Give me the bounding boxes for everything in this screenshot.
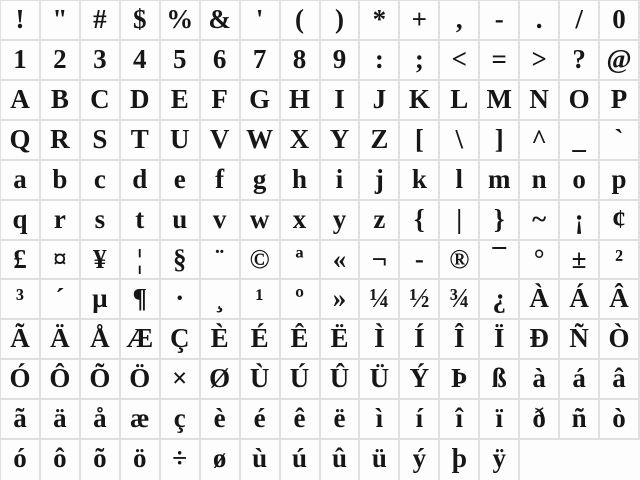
glyph-cell[interactable]: - <box>400 241 440 281</box>
glyph-cell[interactable]: l <box>440 161 480 201</box>
glyph-cell[interactable]: ¨ <box>201 241 241 281</box>
glyph-cell[interactable]: à <box>520 360 560 400</box>
glyph-cell[interactable]: 3 <box>81 41 121 81</box>
glyph-cell[interactable]: ° <box>520 241 560 281</box>
glyph-cell[interactable]: û <box>321 440 361 480</box>
glyph-cell[interactable]: ~ <box>520 201 560 241</box>
glyph-cell[interactable]: Ò <box>600 320 640 360</box>
glyph-cell[interactable]: ¤ <box>41 241 81 281</box>
glyph-cell[interactable]: Q <box>1 121 41 161</box>
glyph-cell[interactable]: ß <box>480 360 520 400</box>
glyph-cell[interactable]: ó <box>1 440 41 480</box>
glyph-cell[interactable]: c <box>81 161 121 201</box>
glyph-cell[interactable]: 6 <box>201 41 241 81</box>
glyph-cell[interactable]: Ú <box>281 360 321 400</box>
glyph-cell[interactable]: ¶ <box>121 280 161 320</box>
glyph-cell[interactable]: k <box>400 161 440 201</box>
glyph-cell[interactable]: ù <box>241 440 281 480</box>
glyph-cell[interactable]: V <box>201 121 241 161</box>
glyph-cell[interactable]: Á <box>560 280 600 320</box>
glyph-cell[interactable]: y <box>321 201 361 241</box>
glyph-cell[interactable]: ô <box>41 440 81 480</box>
glyph-cell[interactable]: ] <box>480 121 520 161</box>
glyph-cell[interactable]: ë <box>321 400 361 440</box>
glyph-cell[interactable]: ý <box>400 440 440 480</box>
glyph-cell[interactable]: : <box>360 41 400 81</box>
glyph-cell[interactable]: n <box>520 161 560 201</box>
glyph-cell[interactable]: B <box>41 81 81 121</box>
glyph-cell[interactable]: ^ <box>520 121 560 161</box>
glyph-cell[interactable]: D <box>121 81 161 121</box>
glyph-cell[interactable]: - <box>480 1 520 41</box>
glyph-cell[interactable]: ¦ <box>121 241 161 281</box>
empty-cells <box>520 440 640 480</box>
glyph-cell[interactable]: ¿ <box>480 280 520 320</box>
glyph-cell[interactable]: G <box>241 81 281 121</box>
glyph-cell[interactable]: ø <box>201 440 241 480</box>
glyph-cell[interactable]: Í <box>400 320 440 360</box>
glyph-cell[interactable]: ã <box>1 400 41 440</box>
glyph-cell[interactable]: u <box>161 201 201 241</box>
glyph-cell[interactable]: þ <box>440 440 480 480</box>
glyph-cell[interactable]: ö <box>121 440 161 480</box>
glyph-cell[interactable]: ç <box>161 400 201 440</box>
glyph-cell[interactable]: ä <box>41 400 81 440</box>
glyph-cell[interactable]: = <box>480 41 520 81</box>
glyph-cell[interactable]: M <box>480 81 520 121</box>
glyph-cell[interactable]: ½ <box>400 280 440 320</box>
glyph-cell[interactable]: r <box>41 201 81 241</box>
glyph-cell[interactable]: ê <box>281 400 321 440</box>
glyph-cell[interactable]: Ø <box>201 360 241 400</box>
glyph-cell[interactable]: Þ <box>440 360 480 400</box>
glyph-cell[interactable]: Î <box>440 320 480 360</box>
glyph-cell[interactable]: ´ <box>41 280 81 320</box>
glyph-cell[interactable]: Ð <box>520 320 560 360</box>
glyph-cell[interactable]: Ï <box>480 320 520 360</box>
glyph-cell[interactable]: C <box>81 81 121 121</box>
glyph-cell[interactable]: 9 <box>321 41 361 81</box>
glyph-cell[interactable]: e <box>161 161 201 201</box>
glyph-cell[interactable]: ¹ <box>241 280 281 320</box>
glyph-cell[interactable]: + <box>400 1 440 41</box>
glyph-cell[interactable]: v <box>201 201 241 241</box>
glyph-cell[interactable]: ð <box>520 400 560 440</box>
glyph-cell[interactable]: Ä <box>41 320 81 360</box>
glyph-cell[interactable]: f <box>201 161 241 201</box>
glyph-cell[interactable]: Ì <box>360 320 400 360</box>
glyph-cell[interactable]: ¸ <box>201 280 241 320</box>
glyph-cell[interactable]: Y <box>321 121 361 161</box>
glyph-cell[interactable]: H <box>281 81 321 121</box>
glyph-cell[interactable]: ü <box>360 440 400 480</box>
glyph-cell[interactable]: Ç <box>161 320 201 360</box>
glyph-cell[interactable]: ² <box>600 241 640 281</box>
glyph-cell[interactable]: ÷ <box>161 440 201 480</box>
glyph-cell[interactable]: U <box>161 121 201 161</box>
glyph-cell[interactable]: Æ <box>121 320 161 360</box>
glyph-cell[interactable]: Å <box>81 320 121 360</box>
glyph-cell[interactable]: â <box>600 360 640 400</box>
glyph-cell[interactable]: ' <box>241 1 281 41</box>
glyph-cell[interactable]: á <box>560 360 600 400</box>
glyph-cell[interactable]: Ê <box>281 320 321 360</box>
glyph-cell[interactable]: I <box>321 81 361 121</box>
glyph-cell[interactable]: Z <box>360 121 400 161</box>
glyph-cell[interactable]: 4 <box>121 41 161 81</box>
glyph-cell[interactable]: Û <box>321 360 361 400</box>
glyph-cell[interactable]: # <box>81 1 121 41</box>
glyph-cell[interactable]: Ó <box>1 360 41 400</box>
glyph-cell[interactable]: & <box>201 1 241 41</box>
glyph-cell[interactable]: | <box>440 201 480 241</box>
glyph-cell[interactable]: ú <box>281 440 321 480</box>
glyph-cell[interactable]: { <box>400 201 440 241</box>
glyph-cell[interactable]: Ù <box>241 360 281 400</box>
glyph-cell[interactable]: \ <box>440 121 480 161</box>
glyph-cell[interactable]: h <box>281 161 321 201</box>
glyph-cell[interactable]: d <box>121 161 161 201</box>
glyph-cell[interactable]: ³ <box>1 280 41 320</box>
glyph-cell[interactable]: m <box>480 161 520 201</box>
glyph-cell[interactable]: Ñ <box>560 320 600 360</box>
glyph-cell[interactable]: ï <box>480 400 520 440</box>
glyph-cell[interactable]: § <box>161 241 201 281</box>
glyph-cell[interactable]: N <box>520 81 560 121</box>
glyph-cell[interactable]: q <box>1 201 41 241</box>
glyph-cell[interactable]: ¯ <box>480 241 520 281</box>
glyph-cell[interactable]: « <box>321 241 361 281</box>
glyph-cell[interactable]: [ <box>400 121 440 161</box>
glyph-cell[interactable]: í <box>400 400 440 440</box>
glyph-cell[interactable]: s <box>81 201 121 241</box>
glyph-cell[interactable]: X <box>281 121 321 161</box>
glyph-cell[interactable]: É <box>241 320 281 360</box>
glyph-cell[interactable]: P <box>600 81 640 121</box>
glyph-cell[interactable]: 7 <box>241 41 281 81</box>
glyph-cell[interactable]: ? <box>560 41 600 81</box>
glyph-cell[interactable]: 0 <box>600 1 640 41</box>
glyph-cell[interactable]: . <box>520 1 560 41</box>
glyph-cell[interactable]: t <box>121 201 161 241</box>
glyph-cell[interactable]: R <box>41 121 81 161</box>
glyph-cell[interactable]: µ <box>81 280 121 320</box>
glyph-cell[interactable]: / <box>560 1 600 41</box>
glyph-cell[interactable]: £ <box>1 241 41 281</box>
glyph-cell[interactable]: x <box>281 201 321 241</box>
glyph-cell[interactable]: L <box>440 81 480 121</box>
glyph-cell[interactable]: ¾ <box>440 280 480 320</box>
glyph-cell[interactable]: ÿ <box>480 440 520 480</box>
glyph-cell[interactable]: ± <box>560 241 600 281</box>
glyph-cell[interactable]: W <box>241 121 281 161</box>
glyph-cell[interactable]: z <box>360 201 400 241</box>
glyph-cell[interactable]: i <box>321 161 361 201</box>
glyph-cell[interactable]: Õ <box>81 360 121 400</box>
glyph-cell[interactable]: , <box>440 1 480 41</box>
glyph-cell[interactable]: · <box>161 280 201 320</box>
glyph-cell[interactable]: é <box>241 400 281 440</box>
glyph-cell[interactable]: < <box>440 41 480 81</box>
glyph-cell[interactable]: À <box>520 280 560 320</box>
glyph-cell[interactable]: ` <box>600 121 640 161</box>
glyph-cell[interactable]: J <box>360 81 400 121</box>
glyph-cell[interactable]: E <box>161 81 201 121</box>
glyph-cell[interactable]: } <box>480 201 520 241</box>
glyph-cell[interactable]: a <box>1 161 41 201</box>
glyph-cell[interactable]: * <box>360 1 400 41</box>
glyph-cell[interactable]: 1 <box>1 41 41 81</box>
glyph-cell[interactable]: p <box>600 161 640 201</box>
glyph-cell[interactable]: o <box>560 161 600 201</box>
glyph-cell[interactable]: % <box>161 1 201 41</box>
glyph-cell[interactable]: ª <box>281 241 321 281</box>
glyph-cell[interactable]: _ <box>560 121 600 161</box>
glyph-cell[interactable]: ¢ <box>600 201 640 241</box>
glyph-cell[interactable]: ( <box>281 1 321 41</box>
glyph-cell[interactable]: ; <box>400 41 440 81</box>
glyph-cell[interactable]: ¡ <box>560 201 600 241</box>
glyph-cell[interactable]: w <box>241 201 281 241</box>
glyph-cell[interactable]: ¥ <box>81 241 121 281</box>
glyph-cell[interactable]: ñ <box>560 400 600 440</box>
glyph-cell[interactable]: æ <box>121 400 161 440</box>
glyph-cell[interactable]: Ã <box>1 320 41 360</box>
glyph-cell[interactable]: È <box>201 320 241 360</box>
glyph-cell[interactable]: è <box>201 400 241 440</box>
glyph-cell[interactable]: 2 <box>41 41 81 81</box>
glyph-cell[interactable]: $ <box>121 1 161 41</box>
glyph-cell[interactable]: © <box>241 241 281 281</box>
glyph-cell[interactable]: º <box>281 280 321 320</box>
glyph-cell[interactable]: g <box>241 161 281 201</box>
glyph-cell[interactable]: ) <box>321 1 361 41</box>
glyph-cell[interactable]: S <box>81 121 121 161</box>
glyph-cell[interactable]: b <box>41 161 81 201</box>
glyph-cell[interactable]: A <box>1 81 41 121</box>
glyph-cell[interactable]: j <box>360 161 400 201</box>
glyph-cell[interactable]: ® <box>440 241 480 281</box>
glyph-cell[interactable]: " <box>41 1 81 41</box>
glyph-cell[interactable]: 8 <box>281 41 321 81</box>
glyph-cell[interactable]: K <box>400 81 440 121</box>
glyph-cell[interactable]: » <box>321 280 361 320</box>
glyph-cell[interactable]: @ <box>600 41 640 81</box>
glyph-cell[interactable]: × <box>161 360 201 400</box>
glyph-cell[interactable]: î <box>440 400 480 440</box>
glyph-cell[interactable]: Â <box>600 280 640 320</box>
glyph-cell[interactable]: Ü <box>360 360 400 400</box>
glyph-cell[interactable]: Ë <box>321 320 361 360</box>
glyph-cell[interactable]: å <box>81 400 121 440</box>
glyph-cell[interactable]: ¬ <box>360 241 400 281</box>
glyph-cell[interactable]: ! <box>1 1 41 41</box>
glyph-cell[interactable]: Ô <box>41 360 81 400</box>
glyph-cell[interactable]: O <box>560 81 600 121</box>
glyph-cell[interactable]: Ý <box>400 360 440 400</box>
glyph-cell[interactable]: F <box>201 81 241 121</box>
glyph-cell[interactable]: Ö <box>121 360 161 400</box>
glyph-cell[interactable]: > <box>520 41 560 81</box>
glyph-cell[interactable]: 5 <box>161 41 201 81</box>
glyph-cell[interactable]: ò <box>600 400 640 440</box>
glyph-cell[interactable]: õ <box>81 440 121 480</box>
glyph-cell[interactable]: ¼ <box>360 280 400 320</box>
glyph-cell[interactable]: T <box>121 121 161 161</box>
glyph-cell[interactable]: ì <box>360 400 400 440</box>
